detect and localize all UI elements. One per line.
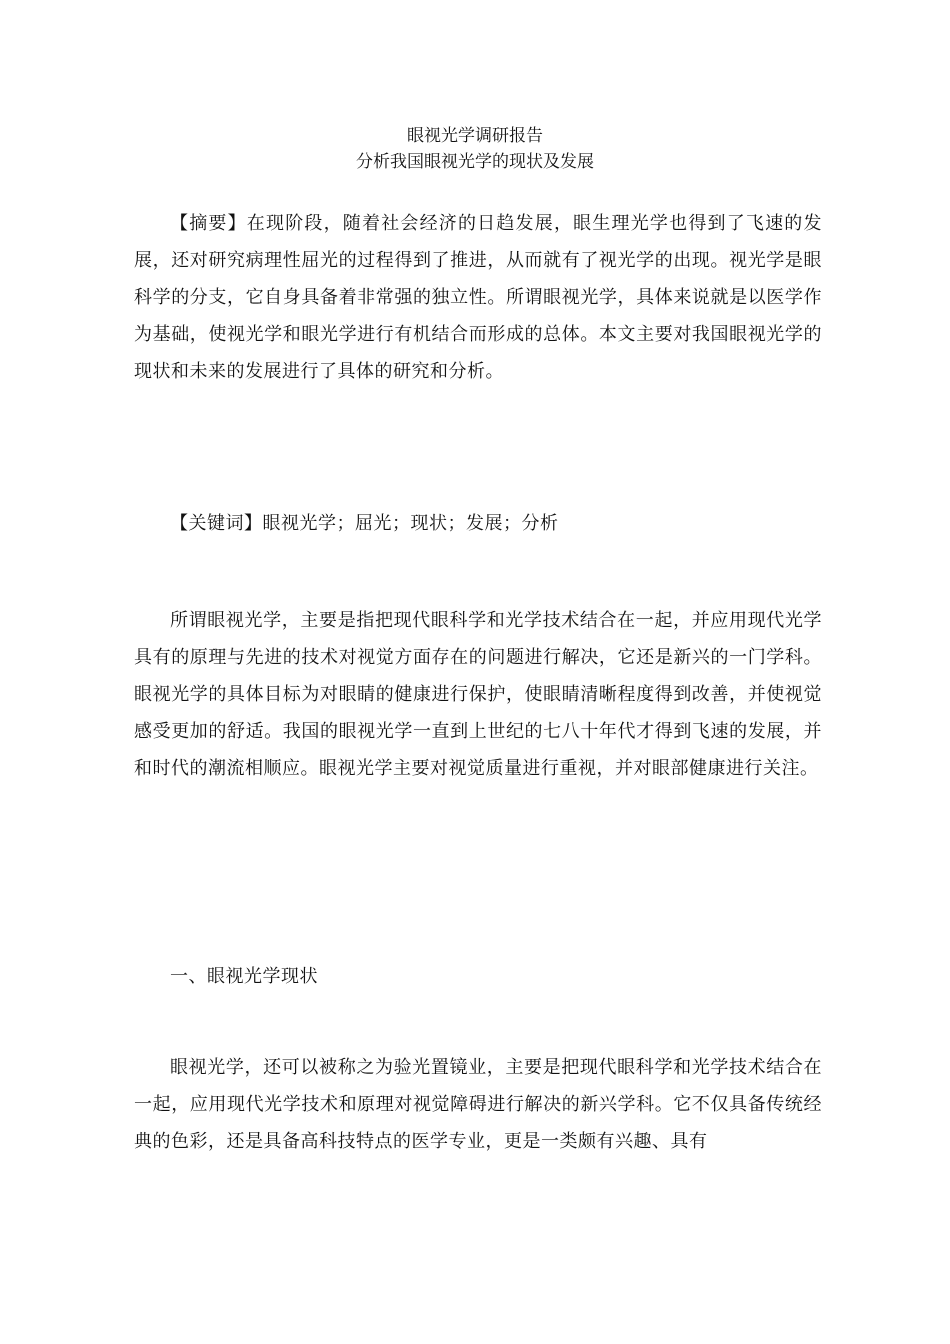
- section-paragraph: 眼视光学，还可以被称之为验光置镜业，主要是把现代眼科学和光学技术结合在一起，应用现代光学技术和原理对视觉障碍进行解决的新兴学科。它不仅具备传统经典的色彩，还是具备高科技特点的医学专业，更是一类颇有兴趣、具有: [134, 1057, 822, 1152]
- abstract-text: 在现阶段，随着社会经济的日趋发展，眼生理光学也得到了飞速的发展，还对研究病理性屈光的过程得到了推进，从而就有了视光学的出现。视光学是眼科学的分支，它自身具备着非常强的独立性。所谓眼视光学，具体来说就是以医学作为基础，使视光学和眼光学进行有机结合而形成的总体。本文主要对我国眼视光学的现状和未来的发展进行了具体的研究和分析。: [134, 213, 823, 382]
- abstract-label: 【摘要】: [170, 213, 247, 234]
- keywords-label: 【关键词】: [170, 513, 263, 534]
- title-block: [0, 123, 950, 175]
- intro-paragraph: 所谓眼视光学，主要是指把现代眼科学和光学技术结合在一起，并应用现代光学具有的原理与先进的技术对视觉方面存在的问题进行解决，它还是新兴的一门学科。眼视光学的具体目标为对眼睛的健康进行保护，使眼睛清晰程度得到改善，并使视觉感受更加的舒适。我国的眼视光学一直到上世纪的七八十年代才得到飞速的发展，并和时代的潮流相顺应。眼视光学主要对视觉质量进行重视，并对眼部健康进行关注。: [134, 610, 822, 779]
- abstract-paragraph: [134, 205, 822, 390]
- keywords-text: 眼视光学；屈光；现状；发展；分析: [262, 513, 559, 534]
- keywords-paragraph: [134, 505, 822, 542]
- section-heading: 一、眼视光学现状: [170, 966, 318, 987]
- document-title: 眼视光学调研报告: [407, 126, 543, 146]
- document-subtitle: 分析我国眼视光学的现状及发展: [356, 152, 594, 172]
